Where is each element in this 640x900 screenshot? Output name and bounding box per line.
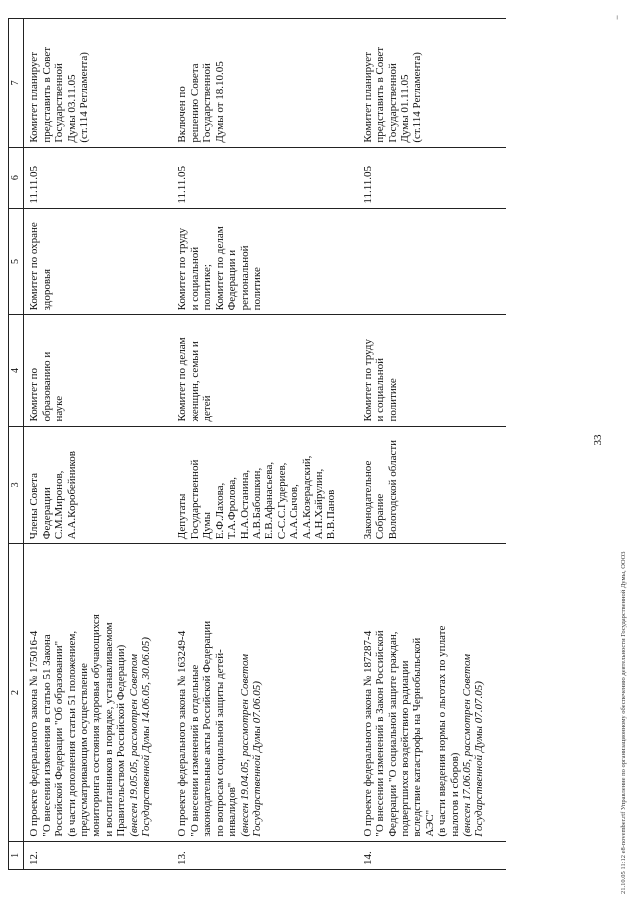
bill-note-line: (внесен 17.06.05, рассмотрен Советом: [461, 653, 473, 837]
status-note: [24, 19, 156, 148]
bill-title-line: законодательные акты Российской Федерации: [201, 620, 214, 837]
responsible-committee-line: науке: [53, 395, 66, 422]
bill-title-line: О проекте федерального закона № 187287-4: [361, 630, 374, 837]
co-committee-line: политике: [250, 267, 263, 311]
status-note-line: (ст.114 Регламента): [78, 52, 91, 143]
bill-author-line: А.А.Козерадский,: [300, 455, 313, 540]
col-header-2: 2: [9, 544, 24, 841]
status-note-line: Государственной: [53, 63, 66, 143]
spacer-cell: [341, 544, 358, 841]
bills-table: [8, 18, 506, 870]
status-note-line: представить в Совет: [40, 46, 53, 143]
bill-title-line: инвалидов": [226, 782, 239, 837]
spacer-cell: [489, 841, 506, 869]
col-header-7: 7: [9, 19, 24, 148]
top-mark: −: [612, 14, 622, 20]
spacer-cell: [341, 208, 358, 315]
bill-author-line: Депутаты: [176, 493, 189, 540]
spacer-cell: [155, 426, 172, 544]
spacer-cell: [155, 147, 172, 208]
responsible-committee-line: Комитет по труду: [361, 339, 374, 422]
bill-author-line: А.Н.Хайрулин,: [312, 468, 325, 540]
spacer-cell: [489, 426, 506, 544]
row-spacer: [489, 19, 506, 870]
bill-author-line: Т.А.Фролова,: [226, 476, 239, 540]
bill-title: [358, 544, 489, 841]
responsible-committee-line: политике: [386, 378, 399, 422]
table-row: [172, 19, 340, 870]
col-header-6: 6: [9, 147, 24, 208]
responsible-committee-line: образованию и: [40, 351, 53, 422]
bill-title-line: и воспитанников в порядке, устанавливаемом: [102, 622, 115, 837]
spacer-cell: [489, 315, 506, 426]
col-header-3: 3: [9, 426, 24, 544]
bill-author-line: Вологодской области: [386, 439, 399, 540]
row-spacer: [155, 19, 172, 870]
spacer-cell: [155, 315, 172, 426]
col-header-5: 5: [9, 208, 24, 315]
status-note-line: Включен по: [176, 86, 189, 143]
row-spacer: [341, 19, 358, 870]
responsible-committee-line: и социальной: [374, 357, 387, 422]
bill-author-line: Члены Совета: [28, 472, 41, 540]
spacer-cell: [341, 147, 358, 208]
responsible-committee-line: Комитет по делам: [176, 337, 189, 422]
bill-author-line: Е.В.Афанасьева,: [263, 461, 276, 540]
footer-text: 21.10.05 11:12 e8-november.rtf Управление по организационному обеспечению деятельности Государственной Думы, ООО3: [620, 551, 627, 894]
bill-title-line: (в части дополнения статьи 51 положением,: [65, 630, 78, 837]
responsible-committee-line: женщин, семьи и: [188, 341, 201, 422]
review-date: 11.11.05: [358, 147, 489, 208]
responsible-committee: [358, 315, 489, 426]
bill-title-line: налогов и сборов): [448, 752, 461, 837]
bill-author-line: А.В.Бабошкин,: [250, 467, 263, 540]
spacer-cell: [155, 841, 172, 869]
spacer-cell: [341, 315, 358, 426]
responsible-committee-line: Комитет по: [28, 367, 41, 422]
bill-title-line: О проекте федерального закона № 163249-4: [176, 630, 189, 837]
bill-author-line: Законодательное: [361, 460, 374, 540]
bill-author-line: Думы: [201, 512, 214, 540]
row-number: 14.: [358, 841, 489, 869]
bill-title-line: АЭС": [423, 809, 436, 837]
bill-author-line: А.А.Сычов,: [288, 484, 301, 540]
bill-title-line: подвергшихся воздействию радиации: [398, 660, 411, 837]
bill-author: [358, 426, 489, 544]
bill-author-line: А.А.Коробейников: [65, 451, 78, 540]
spacer-cell: [341, 19, 358, 148]
co-committee-line: Комитет по охране: [28, 222, 41, 311]
bill-title-line: Правительством Российской Федерации): [115, 644, 128, 837]
bill-author-line: Федерации: [40, 487, 53, 540]
bill-note-line: Государственной Думы 07.06.05): [250, 681, 263, 837]
bill-title-line: Федерации "О социальной защите граждан,: [386, 631, 399, 837]
co-committee-line: Федерации и: [226, 249, 239, 311]
bill-author-line: С-С.С.Гудериев,: [275, 462, 288, 540]
status-note-line: Думы 01.11.05: [398, 74, 411, 143]
status-note-line: Думы 03.11.05: [65, 74, 78, 143]
review-date: 11.11.05: [172, 147, 340, 208]
status-note-line: (ст.114 Регламента): [411, 52, 424, 143]
responsible-committee: [172, 315, 340, 426]
bill-author-line: В.В.Панов: [325, 489, 338, 540]
status-note-line: Государственной: [386, 63, 399, 143]
bill-title-line: "О внесении изменений в отдельные: [188, 664, 201, 837]
status-note-line: представить в Совет: [374, 46, 387, 143]
bill-title-line: Российской Федерации "Об образовании": [53, 640, 66, 837]
co-committee: [24, 208, 156, 315]
spacer-cell: [341, 841, 358, 869]
bill-title-line: "О внесении изменения в статью 51 Закона: [40, 634, 53, 837]
bill-title-line: "О внесении изменений в Закон Российской: [374, 630, 387, 837]
table-row: [358, 19, 489, 870]
bill-note-line: Государственной Думы 07.07.05): [473, 681, 486, 837]
bill-author: [172, 426, 340, 544]
responsible-committee-line: детей: [201, 395, 214, 422]
status-note-line: Комитет планирует: [28, 52, 41, 143]
bill-author-line: С.М.Миронов,: [53, 470, 66, 540]
status-note: [358, 19, 489, 148]
bill-note-line: (внесен 19.05.05, рассмотрен Советом: [127, 653, 140, 837]
bill-title: [172, 544, 340, 841]
bill-note-line: Государственной Думы 14.06.05, 30.06.05): [140, 637, 153, 837]
status-note-line: Государственной: [201, 63, 214, 143]
spacer-cell: [489, 147, 506, 208]
status-note: [172, 19, 340, 148]
spacer-cell: [155, 19, 172, 148]
bill-title-line: О проекте федерального закона № 175016-4: [28, 630, 41, 837]
bill-author-line: Е.Ф.Лахова,: [213, 482, 226, 540]
table-row: [24, 19, 156, 870]
status-note-line: Комитет планирует: [361, 52, 374, 143]
spacer-cell: [155, 208, 172, 315]
table-body: [24, 19, 506, 870]
spacer-cell: [489, 544, 506, 841]
spacer-cell: [341, 426, 358, 544]
header-row: [9, 19, 24, 870]
col-header-1: 1: [9, 841, 24, 869]
page-number: 33: [592, 434, 604, 446]
co-committee-line: здоровья: [40, 268, 53, 311]
bill-author: [24, 426, 156, 544]
col-header-4: 4: [9, 315, 24, 426]
row-number: 13.: [172, 841, 340, 869]
co-committee: [358, 208, 489, 315]
bill-note-line: (внесен 19.04.05, рассмотрен Советом: [238, 653, 251, 837]
bill-author-line: Н.А.Останина,: [238, 469, 251, 540]
status-note-line: решению Совета: [188, 63, 201, 143]
bill-title: [24, 544, 156, 841]
bill-author-line: Собрание: [374, 493, 387, 540]
spacer-cell: [489, 208, 506, 315]
row-number: 12.: [24, 841, 156, 869]
spacer-cell: [155, 544, 172, 841]
bill-title-line: (в части введения нормы о льготах по уплате: [436, 625, 449, 837]
bill-title-line: предусматривающим осуществление: [78, 663, 91, 837]
co-committee-line: Комитет по делам: [213, 226, 226, 311]
review-date: 11.11.05: [24, 147, 156, 208]
bill-title-line: по вопросам социальной защиты детей-: [213, 649, 226, 837]
spacer-cell: [489, 19, 506, 148]
co-committee: [172, 208, 340, 315]
bill-title-line: мониторинга состояния здоровья обучающихся: [90, 614, 103, 837]
co-committee-line: и социальной: [188, 246, 201, 311]
co-committee-line: политике;: [201, 264, 214, 311]
co-committee-line: Комитет по труду: [176, 227, 189, 311]
bill-title-line: вследствие катастрофы на Чернобыльской: [411, 637, 424, 837]
co-committee-line: региональной: [238, 245, 251, 311]
status-note-line: Думы от 18.10.05: [213, 61, 226, 143]
bill-author-line: Государственной: [188, 459, 201, 540]
responsible-committee: [24, 315, 156, 426]
